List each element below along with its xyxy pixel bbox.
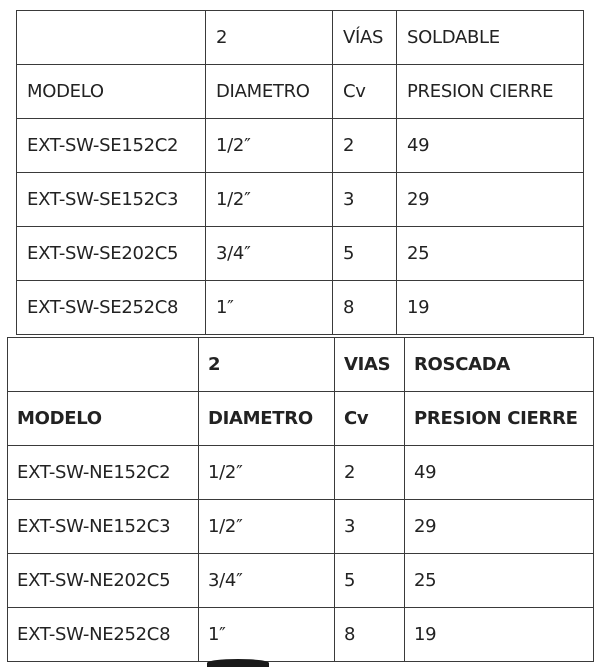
column-header-cv: Cv <box>333 65 397 119</box>
cell-modelo: EXT-SW-NE152C2 <box>8 446 199 500</box>
cell-diametro: 1″ <box>199 608 335 662</box>
header-cell: VÍAS <box>333 11 397 65</box>
cell-cv: 8 <box>333 281 397 335</box>
column-header-modelo: MODELO <box>8 392 199 446</box>
cell-presion: 49 <box>397 119 584 173</box>
cell-presion: 29 <box>405 500 594 554</box>
table-column-header-row <box>8 392 594 446</box>
header-cell <box>8 338 199 392</box>
table-row <box>8 446 594 500</box>
cell-cv: 5 <box>335 554 405 608</box>
cell-presion: 25 <box>405 554 594 608</box>
table-header-row <box>8 338 594 392</box>
header-cell: VIAS <box>335 338 405 392</box>
cell-presion: 19 <box>405 608 594 662</box>
table-soldable <box>16 10 584 335</box>
cell-diametro: 3/4″ <box>206 227 333 281</box>
table-header-row <box>17 11 584 65</box>
column-header-cv: Cv <box>335 392 405 446</box>
table-row <box>17 119 584 173</box>
table-row <box>17 227 584 281</box>
cell-diametro: 1″ <box>206 281 333 335</box>
column-header-diametro: DIAMETRO <box>199 392 335 446</box>
table-row <box>8 500 594 554</box>
cell-cv: 2 <box>335 446 405 500</box>
cell-modelo: EXT-SW-SE152C3 <box>17 173 206 227</box>
header-cell: 2 <box>206 11 333 65</box>
cell-modelo: EXT-SW-SE152C2 <box>17 119 206 173</box>
column-header-diametro: DIAMETRO <box>206 65 333 119</box>
header-cell <box>17 11 206 65</box>
cell-modelo: EXT-SW-NE152C3 <box>8 500 199 554</box>
column-header-presion: PRESION CIERRE <box>405 392 594 446</box>
table-row <box>17 281 584 335</box>
cell-presion: 49 <box>405 446 594 500</box>
cell-cv: 3 <box>333 173 397 227</box>
cell-diametro: 1/2″ <box>199 500 335 554</box>
header-cell: ROSCADA <box>405 338 594 392</box>
cell-modelo: EXT-SW-SE202C5 <box>17 227 206 281</box>
cell-cv: 3 <box>335 500 405 554</box>
cell-cv: 8 <box>335 608 405 662</box>
table-roscada <box>7 337 594 662</box>
cell-diametro: 1/2″ <box>199 446 335 500</box>
table-column-header-row <box>17 65 584 119</box>
header-cell: 2 <box>199 338 335 392</box>
column-header-modelo: MODELO <box>17 65 206 119</box>
cell-cv: 2 <box>333 119 397 173</box>
cell-presion: 29 <box>397 173 584 227</box>
header-cell: SOLDABLE <box>397 11 584 65</box>
cell-modelo: EXT-SW-NE202C5 <box>8 554 199 608</box>
cell-cv: 5 <box>333 227 397 281</box>
table-row <box>17 173 584 227</box>
cell-modelo: EXT-SW-NE252C8 <box>8 608 199 662</box>
cell-diametro: 1/2″ <box>206 119 333 173</box>
table-row <box>8 608 594 662</box>
column-header-presion: PRESION CIERRE <box>397 65 584 119</box>
cell-presion: 25 <box>397 227 584 281</box>
cell-diametro: 3/4″ <box>199 554 335 608</box>
cell-presion: 19 <box>397 281 584 335</box>
cell-modelo: EXT-SW-SE252C8 <box>17 281 206 335</box>
bottom-edge-mark <box>207 659 269 667</box>
table-row <box>8 554 594 608</box>
cell-diametro: 1/2″ <box>206 173 333 227</box>
